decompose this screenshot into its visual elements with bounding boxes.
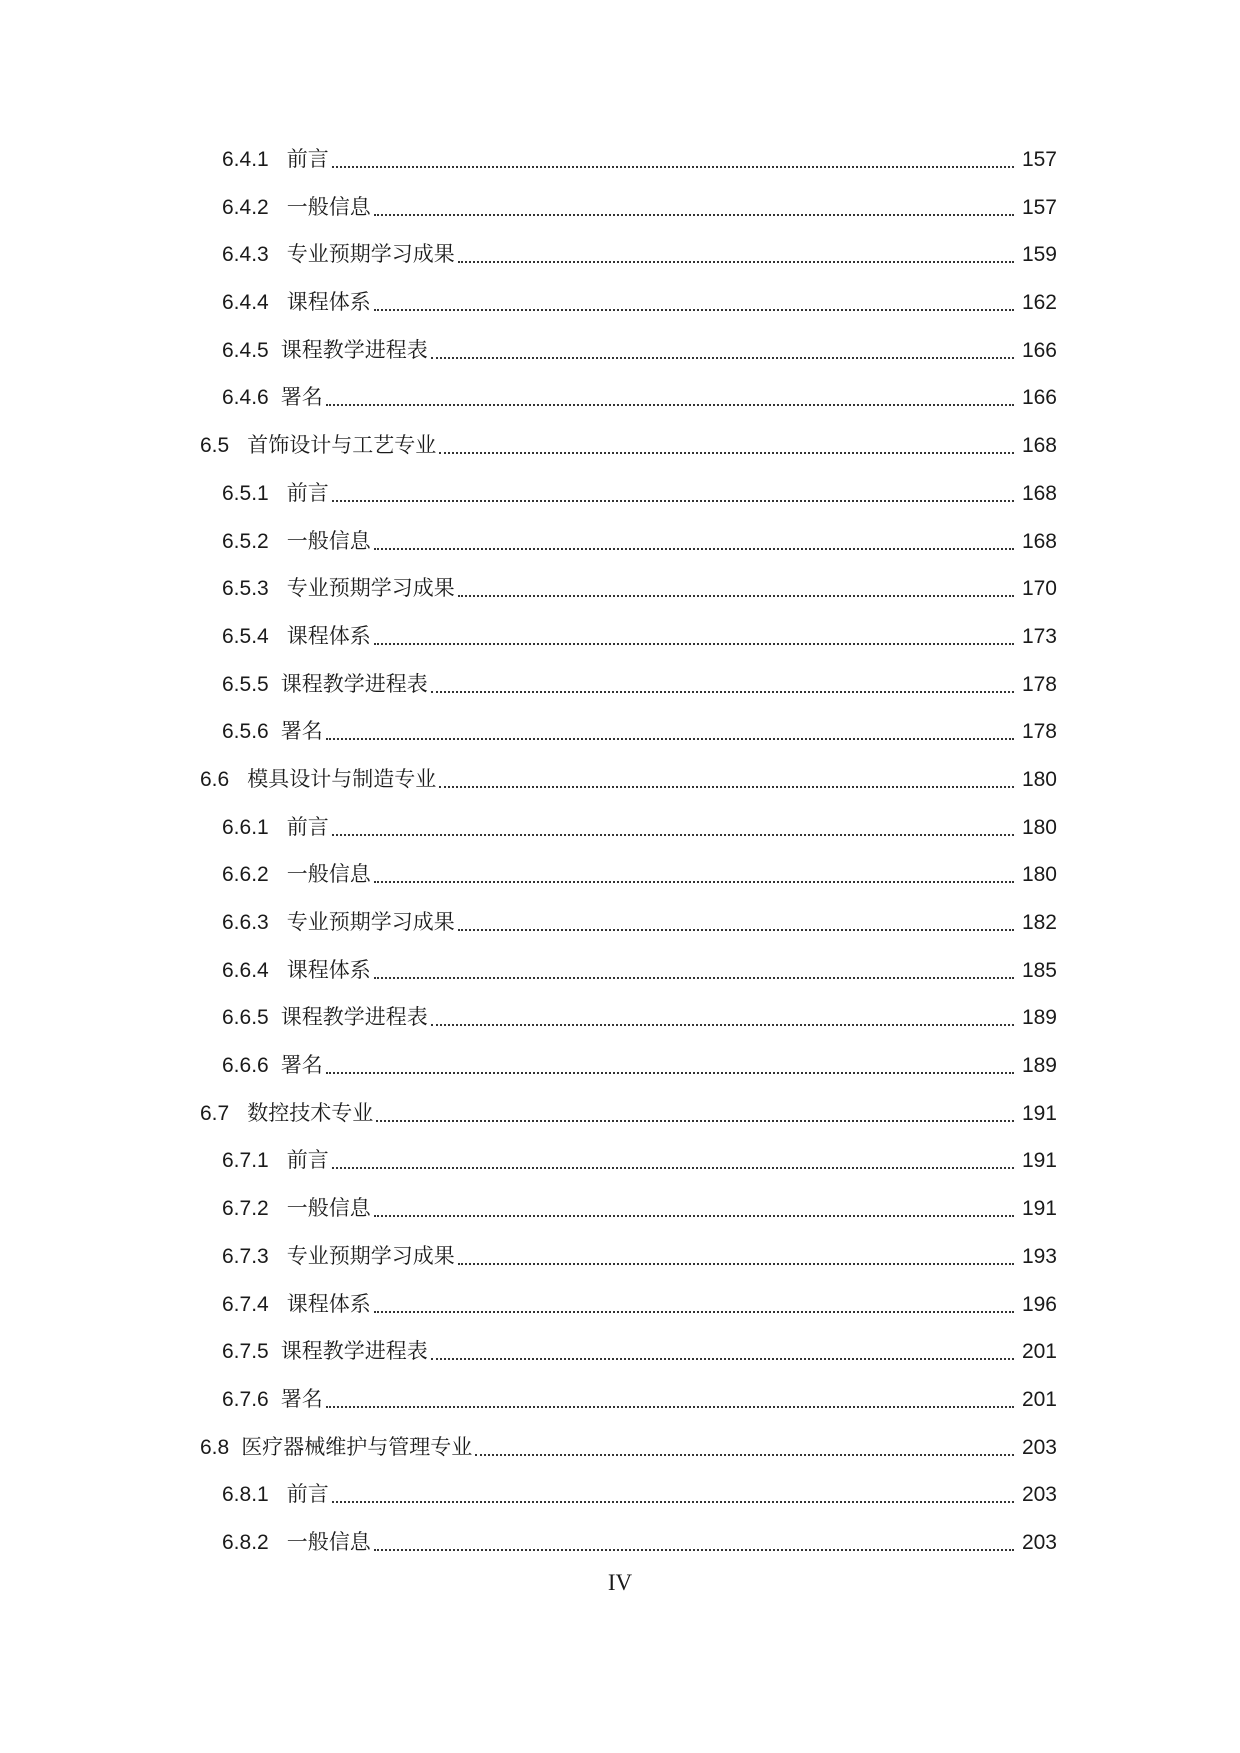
- toc-entry-title: 首饰设计与工艺专业: [247, 434, 437, 458]
- dot-leader: [439, 432, 1014, 454]
- dot-leader: [376, 1100, 1014, 1122]
- dot-leader: [332, 480, 1014, 502]
- toc-entry-page: 189: [1021, 1054, 1057, 1078]
- toc-subsection-entry[interactable]: [0, 576, 1240, 624]
- dot-leader: [374, 1529, 1014, 1551]
- toc-entry-page: 203: [1021, 1483, 1057, 1507]
- toc-entry-title: 课程体系: [286, 958, 371, 982]
- toc-entry-title: 一般信息: [286, 1530, 371, 1554]
- toc-entry-number: 6.6.6: [222, 1054, 269, 1078]
- dot-leader: [374, 1291, 1014, 1313]
- toc-subsection-entry[interactable]: [0, 862, 1240, 910]
- toc-subsection-entry[interactable]: [0, 385, 1240, 433]
- toc-entry-page: 180: [1021, 863, 1057, 887]
- toc-section-entry[interactable]: [0, 1101, 1240, 1149]
- toc-subsection-entry[interactable]: [0, 481, 1240, 529]
- toc-entry-title: 前言: [286, 815, 329, 839]
- toc-entry-number: 6.6.1: [222, 815, 269, 839]
- toc-entry-number: 6.7.3: [222, 1244, 269, 1268]
- toc-entry-number: 6.5.2: [222, 529, 269, 553]
- toc-subsection-entry[interactable]: [0, 1482, 1240, 1530]
- toc-entry-number: 6.8: [200, 1435, 230, 1459]
- toc-entry-title: 署名: [280, 1054, 323, 1078]
- page-number: IV: [607, 1570, 633, 1595]
- toc-entry-title: 一般信息: [286, 1197, 371, 1221]
- dot-leader: [374, 528, 1014, 550]
- toc-entry-page: 173: [1021, 624, 1057, 648]
- toc-subsection-entry[interactable]: [0, 1148, 1240, 1196]
- toc-entry-number: 6.4.6: [222, 386, 269, 410]
- dot-leader: [326, 718, 1014, 740]
- dot-leader: [374, 1195, 1014, 1217]
- toc-entry-title: 课程体系: [286, 1292, 371, 1316]
- toc-entry-page: 196: [1021, 1292, 1057, 1316]
- toc-entry-page: 191: [1021, 1101, 1057, 1125]
- toc-entry-number: 6.7.4: [222, 1292, 269, 1316]
- toc-entry-number: 6.6: [200, 767, 230, 791]
- toc-entry-number: 6.5.1: [222, 481, 269, 505]
- toc-entry-number: 6.5.3: [222, 577, 269, 601]
- toc-subsection-entry[interactable]: [0, 1053, 1240, 1101]
- toc-entry-page: 168: [1021, 481, 1057, 505]
- dot-leader: [326, 384, 1014, 406]
- dot-leader: [475, 1434, 1014, 1456]
- toc-subsection-entry[interactable]: [0, 1387, 1240, 1435]
- dot-leader: [374, 957, 1014, 979]
- dot-leader: [332, 1147, 1014, 1169]
- toc-entry-title: 课程教学进程表: [280, 1340, 428, 1364]
- toc-entry-page: 157: [1021, 195, 1057, 219]
- toc-entry-title: 前言: [286, 1483, 329, 1507]
- toc-entry-page: 166: [1021, 386, 1057, 410]
- toc-entry-page: 170: [1021, 577, 1057, 601]
- toc-subsection-entry[interactable]: [0, 147, 1240, 195]
- toc-entry-number: 6.5: [200, 434, 230, 458]
- toc-entry-page: 178: [1021, 720, 1057, 744]
- toc-entry-page: 180: [1021, 767, 1057, 791]
- toc-entry-title: 课程教学进程表: [280, 672, 428, 696]
- toc-subsection-entry[interactable]: [0, 1339, 1240, 1387]
- toc-entry-title: 模具设计与制造专业: [247, 767, 437, 791]
- toc-subsection-entry[interactable]: [0, 672, 1240, 720]
- toc-entry-page: 178: [1021, 672, 1057, 696]
- toc-subsection-entry[interactable]: [0, 195, 1240, 243]
- toc-entry-title: 课程教学进程表: [280, 1006, 428, 1030]
- toc-entry-page: 168: [1021, 529, 1057, 553]
- dot-leader: [431, 1338, 1014, 1360]
- toc-entry-title: 课程体系: [286, 624, 371, 648]
- toc-entry-title: 专业预期学习成果: [286, 911, 455, 934]
- toc-entry-page: 191: [1021, 1149, 1057, 1173]
- dot-leader: [332, 146, 1014, 168]
- toc-entry-number: 6.5.4: [222, 624, 269, 648]
- dot-leader: [431, 337, 1014, 359]
- toc-entry-title: 专业预期学习成果: [286, 243, 455, 267]
- toc-subsection-entry[interactable]: [0, 910, 1240, 958]
- toc-entry-number: 6.7.2: [222, 1197, 269, 1221]
- dot-leader: [458, 909, 1014, 931]
- toc-entry-title: 课程体系: [286, 291, 371, 315]
- toc-entry-page: 162: [1021, 291, 1057, 315]
- toc-entry-title: 前言: [286, 148, 329, 171]
- toc-subsection-entry[interactable]: [0, 1244, 1240, 1292]
- toc-entry-number: 6.6.2: [222, 863, 269, 887]
- toc-subsection-entry[interactable]: [0, 290, 1240, 338]
- toc-entry-page: 191: [1021, 1197, 1057, 1221]
- toc-entry-number: 6.7.1: [222, 1149, 269, 1173]
- dot-leader: [374, 861, 1014, 883]
- toc-section-entry[interactable]: [0, 433, 1240, 481]
- toc-entry-number: 6.4.5: [222, 338, 269, 362]
- toc-entry-title: 一般信息: [286, 195, 371, 219]
- toc-entry-number: 6.6.3: [222, 911, 269, 934]
- toc-entry-page: 166: [1021, 338, 1057, 362]
- toc-entry-page: 201: [1021, 1340, 1057, 1364]
- dot-leader: [326, 1386, 1014, 1408]
- toc-entry-page: 185: [1021, 958, 1057, 982]
- dot-leader: [374, 623, 1014, 645]
- toc-entry-title: 一般信息: [286, 863, 371, 887]
- toc-entry-number: 6.6.5: [222, 1006, 269, 1030]
- toc-entry-page: 189: [1021, 1006, 1057, 1030]
- toc-entry-number: 6.8.2: [222, 1530, 269, 1554]
- toc-entry-number: 6.5.6: [222, 720, 269, 744]
- toc-entry-page: 157: [1021, 148, 1057, 171]
- toc-entry-page: 180: [1021, 815, 1057, 839]
- toc-entry-title: 专业预期学习成果: [286, 1244, 455, 1268]
- toc-entry-page: 203: [1021, 1435, 1057, 1459]
- table-of-contents: [0, 147, 1240, 1578]
- toc-entry-page: 193: [1021, 1244, 1057, 1268]
- dot-leader: [431, 1004, 1014, 1026]
- toc-subsection-entry[interactable]: [0, 958, 1240, 1006]
- toc-entry-title: 数控技术专业: [247, 1101, 374, 1125]
- toc-entry-title: 前言: [286, 1149, 329, 1173]
- toc-entry-number: 6.7: [200, 1101, 230, 1125]
- dot-leader: [431, 671, 1014, 693]
- dot-leader: [458, 241, 1014, 263]
- toc-entry-number: 6.4.2: [222, 195, 269, 219]
- toc-entry-number: 6.4.3: [222, 243, 269, 267]
- toc-subsection-entry[interactable]: [0, 815, 1240, 863]
- toc-subsection-entry[interactable]: [0, 242, 1240, 290]
- toc-entry-page: 182: [1021, 911, 1057, 934]
- toc-subsection-entry[interactable]: [0, 338, 1240, 386]
- toc-subsection-entry[interactable]: [0, 1292, 1240, 1340]
- toc-entry-number: 6.4.1: [222, 148, 269, 171]
- dot-leader: [332, 814, 1014, 836]
- toc-entry-title: 医疗器械维护与管理专业: [241, 1435, 473, 1459]
- toc-entry-number: 6.7.5: [222, 1340, 269, 1364]
- toc-subsection-entry[interactable]: [0, 624, 1240, 672]
- toc-entry-page: 203: [1021, 1530, 1057, 1554]
- toc-entry-title: 专业预期学习成果: [286, 577, 455, 601]
- toc-subsection-entry[interactable]: [0, 719, 1240, 767]
- dot-leader: [374, 289, 1014, 311]
- dot-leader: [458, 1243, 1014, 1265]
- toc-section-entry[interactable]: [0, 767, 1240, 815]
- dot-leader: [374, 194, 1014, 216]
- toc-entry-title: 前言: [286, 481, 329, 505]
- toc-entry-page: 201: [1021, 1387, 1057, 1411]
- toc-entry-number: 6.5.5: [222, 672, 269, 696]
- toc-entry-page: 168: [1021, 434, 1057, 458]
- toc-entry-number: 6.6.4: [222, 958, 269, 982]
- dot-leader: [439, 766, 1014, 788]
- toc-entry-title: 署名: [280, 386, 323, 410]
- toc-subsection-entry[interactable]: [0, 529, 1240, 577]
- toc-entry-title: 署名: [280, 1387, 323, 1411]
- toc-entry-number: 6.7.6: [222, 1387, 269, 1411]
- toc-subsection-entry[interactable]: [0, 1005, 1240, 1053]
- toc-section-entry[interactable]: [0, 1435, 1240, 1483]
- toc-entry-title: 署名: [280, 720, 323, 744]
- dot-leader: [326, 1052, 1014, 1074]
- toc-entry-number: 6.4.4: [222, 291, 269, 315]
- toc-entry-title: 一般信息: [286, 529, 371, 553]
- toc-entry-page: 159: [1021, 243, 1057, 267]
- dot-leader: [458, 575, 1014, 597]
- dot-leader: [332, 1481, 1014, 1503]
- toc-entry-number: 6.8.1: [222, 1483, 269, 1507]
- toc-entry-title: 课程教学进程表: [280, 338, 428, 362]
- toc-subsection-entry[interactable]: [0, 1196, 1240, 1244]
